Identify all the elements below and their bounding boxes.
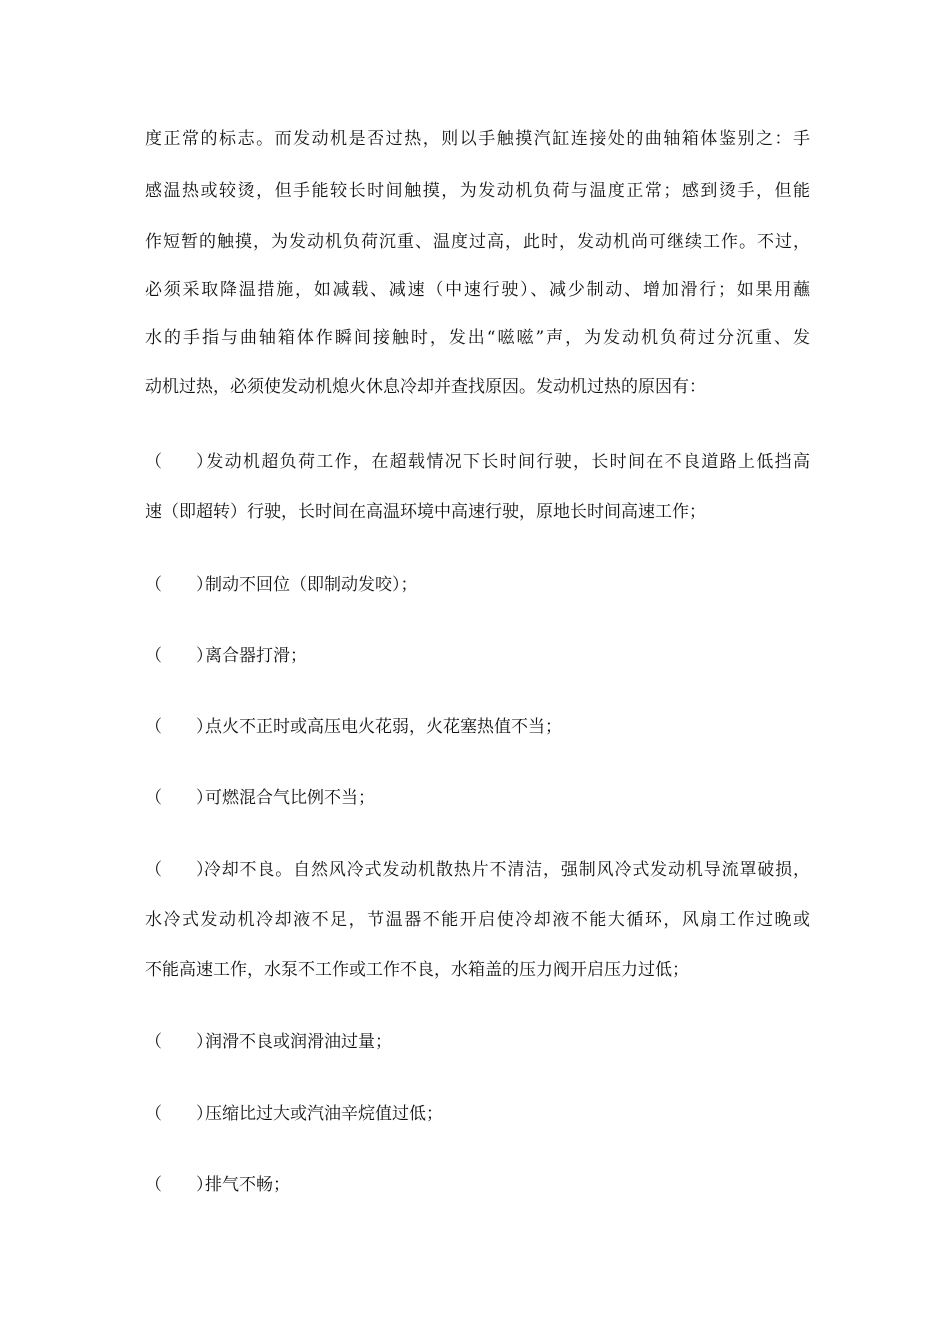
item-text: 点火不正时或高压电火花弱，火花塞热值不当； <box>205 717 562 737</box>
item-text: 压缩比过大或汽油辛烷值过低； <box>205 1104 443 1124</box>
list-item <box>145 716 810 738</box>
list-item <box>145 787 810 809</box>
item-blank-mark: （ ） <box>145 452 213 472</box>
list-item <box>145 1174 810 1196</box>
intro-line: 感温热或较烫，但手能较长时间触摸，为发动机负荷与温度正常；感到烫手，但能 <box>145 181 810 201</box>
item-blank-mark: （ ） <box>145 646 213 666</box>
item-blank-mark: （ ） <box>145 717 213 737</box>
list-item <box>145 859 810 881</box>
list-item-continuation: 速（即超转）行驶，长时间在高温环境中高速行驶，原地长时间高速工作； <box>145 502 706 522</box>
intro-line: 水的手指与曲轴箱体作瞬间接触时，发出“嗞嗞”声，为发动机负荷过分沉重、发 <box>145 328 810 348</box>
item-text: 离合器打滑； <box>205 646 307 666</box>
item-blank-mark: （ ） <box>145 1104 213 1124</box>
item-text: 可燃混合气比例不当； <box>205 788 375 808</box>
item-text: 冷却不良。自然风冷式发动机散热片不清洁，强制风冷式发动机导流罩破损， <box>203 860 810 880</box>
item-blank-mark: （ ） <box>145 788 213 808</box>
intro-line: 作短暂的触摸，为发动机负荷沉重、温度过高，此时，发动机尚可继续工作。不过， <box>145 232 810 252</box>
intro-line: 动机过热，必须使发动机熄火休息冷却并查找原因。发动机过热的原因有： <box>145 377 706 397</box>
item-text: 制动不回位（即制动发咬）； <box>205 575 418 595</box>
list-item <box>145 1103 810 1125</box>
item-text: 发动机超负荷工作，在超载情况下长时间行驶，长时间在不良道路上低挡高 <box>205 452 810 472</box>
list-item <box>145 1031 810 1053</box>
list-item-continuation: 水冷式发动机冷却液不足，节温器不能开启使冷却液不能大循环，风扇工作过晚或 <box>145 910 810 930</box>
list-item <box>145 574 810 596</box>
list-item-continuation: 不能高速工作，水泵不工作或工作不良，水箱盖的压力阀开启压力过低； <box>145 960 689 980</box>
item-blank-mark: （ ） <box>145 1032 213 1052</box>
item-blank-mark: （ ） <box>145 575 213 595</box>
intro-line: 度正常的标志。而发动机是否过热，则以手触摸汽缸连接处的曲轴箱体鉴别之：手 <box>145 129 810 149</box>
list-item <box>145 645 810 667</box>
item-text: 润滑不良或润滑油过量； <box>205 1032 392 1052</box>
item-blank-mark: （ ） <box>145 1175 213 1195</box>
item-text: 排气不畅； <box>205 1175 290 1195</box>
item-blank-mark: （ ） <box>145 860 213 880</box>
intro-line: 必须采取降温措施，如减载、减速（中速行驶）、减少制动、增加滑行；如果用蘸 <box>145 280 810 300</box>
list-item <box>145 451 810 473</box>
